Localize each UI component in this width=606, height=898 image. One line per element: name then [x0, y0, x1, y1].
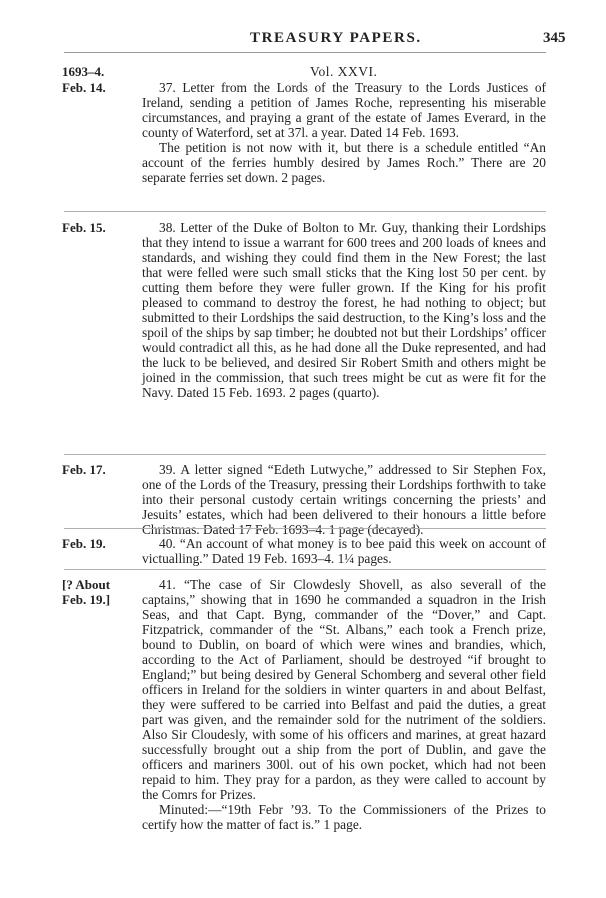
- page-number: 345: [543, 30, 566, 46]
- entry-37: [142, 80, 546, 185]
- entry-paragraph: 41. “The case of Sir Clowdesly Shovell, as also severall of the captains,” showing that in 1690 he commanded a squadron in the Irish Seas, and that Capt. Byng, commander of the “Dover,” and Capt. Fitzpatrick, commander of the “St. Albans,” each took a French prize, bound to Dublin, on board of which were wines and brandies, which, according to the Act of Parliament, should be destroyed “if brought to England;” but being desired by General Schomberg and several other field officers in Ireland for the soldiers in winter quarters in and about Belfast, they were suffered to be carried into Belfast and paid the duties, a great part was given, and the remainder sold for the nutriment of the soldiers. Also Sir Cloudesly, with some of his officers and marines, at great hazard successfully brought out a ship from the port of Dublin, and gave the officers and mariners 300l. out of his own pocket, which had not been repaid to him. They pray for a pardon, as they were called to account by the Comrs for Prizes.: [142, 577, 546, 802]
- entry-date-line: [? About: [62, 577, 111, 592]
- page-header: [0, 30, 606, 56]
- entry-41: [142, 577, 546, 832]
- entry-divider: [64, 211, 546, 212]
- entry-paragraph: 38. Letter of the Duke of Bolton to Mr. Guy, thanking their Lordships that they intend to issue a warrant for 600 trees and 200 loads of knees and standards, and wishing they could find them in the New Forest; the last that were felled were such small sticks that the King lost 50 per cent. by cutting them before they were fuller grown. If the King for his profit pleased to command to destroy the forest, he had nothing to object; but submitted to their Lordships the said destruction, to the King’s loss and the spoil of the ships by sap timber; he doubted not but their Lordships’ officer would contradict all this, as he had done all the Duke represented, and had the luck to be believed, and desired Sir Robert Smith and others might be joined in the commission, that such trees might be cut as were fit for the Navy. Dated 15 Feb. 1693. 2 pages (quarto).: [142, 220, 546, 400]
- entry-40: [142, 536, 546, 566]
- entry-divider: [64, 454, 546, 455]
- entry-39: [142, 462, 546, 537]
- entry-date-bracketed: [62, 577, 134, 607]
- entry-paragraph: 40. “An account of what money is to bee paid this week on account of victualling.” Dated 19 Feb. 1693–4. 1¼ pages.: [142, 536, 546, 566]
- entry-divider: [64, 569, 546, 570]
- entry-divider: [64, 528, 546, 529]
- entry-date: Feb. 14.: [62, 80, 106, 95]
- volume-label: Vol. XXVI.: [310, 64, 378, 79]
- entry-paragraph: 37. Letter from the Lords of the Treasury to the Lords Justices of Ireland, sending a petition of James Roche, representing his miserable circumstances, and praying a grant of the estate of James Everard, in the county of Waterford, set at 37l. a year. Dated 14 Feb. 1693.: [142, 80, 546, 140]
- entry-paragraph: The petition is not now with it, but there is a schedule entitled “An account of the ferries humbly desired by James Roch.” There are 20 separate ferries set down. 2 pages.: [142, 140, 546, 185]
- entry-date: Feb. 17.: [62, 462, 106, 477]
- entry-paragraph: 39. A letter signed “Edeth Lutwyche,” addressed to Sir Stephen Fox, one of the Lords of the Treasury, pressing their Lordships forthwith to take into their personal custody certain writings concerning the priests’ and Jesuits’ estates, which had been delivered to their honours a little before Christmas. Dated 17 Feb. 1693–4. 1 page (decayed).: [142, 462, 546, 537]
- entry-minute: Minuted:—“19th Febr ’93. To the Commissioners of the Prizes to certify how the matter of fact is.” 1 page.: [142, 802, 546, 832]
- entry-date-line: Feb. 19.]: [62, 592, 111, 607]
- year-label: 1693–4.: [62, 64, 105, 79]
- entry-date: Feb. 19.: [62, 536, 106, 551]
- entry-date: Feb. 15.: [62, 220, 106, 235]
- header-rule: [64, 52, 546, 53]
- running-title: TREASURY PAPERS.: [250, 30, 422, 46]
- entry-38: [142, 220, 546, 400]
